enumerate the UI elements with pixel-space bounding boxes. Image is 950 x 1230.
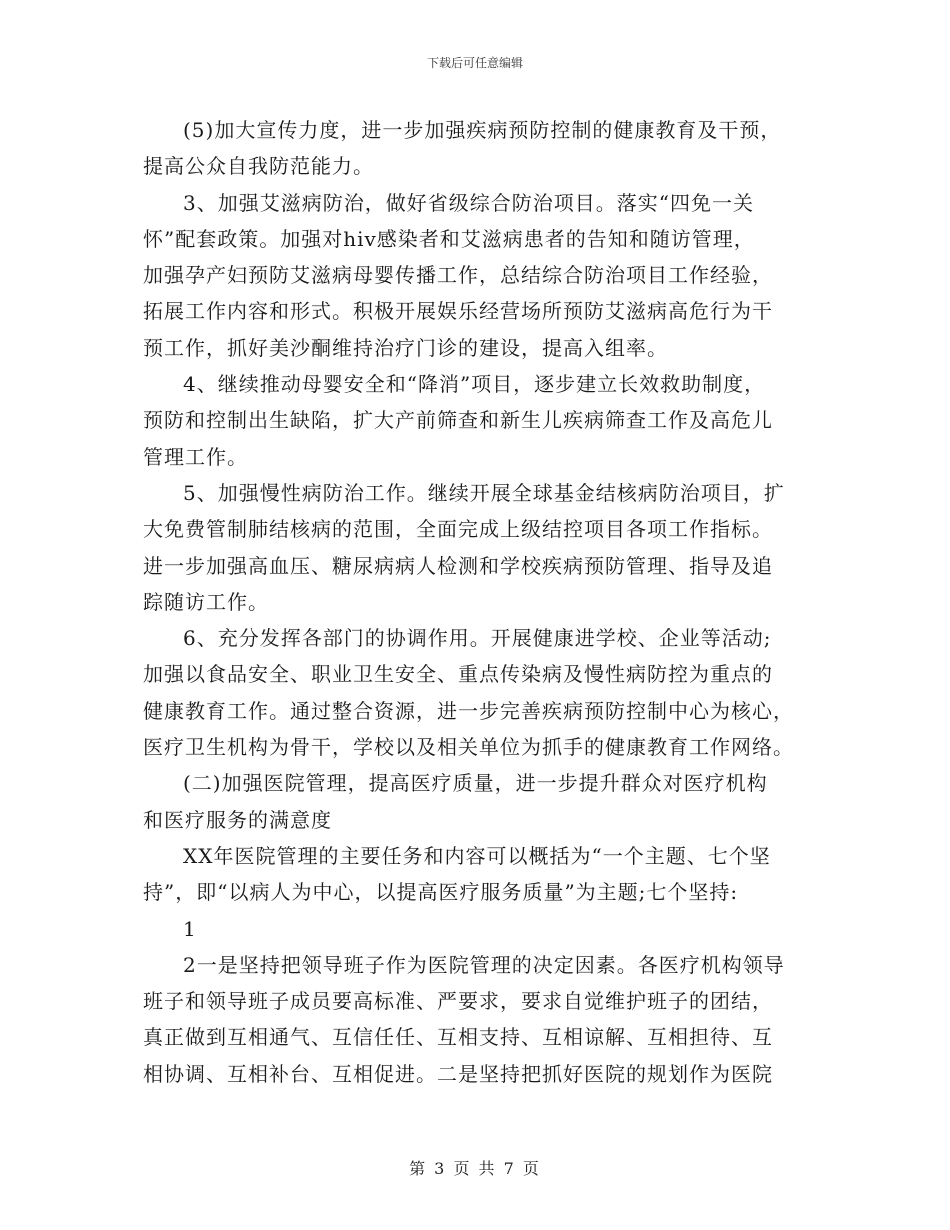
paragraph-1: (5)加大宣传力度，进一步加强疾病预防控制的健康教育及干预， 提高公众自我防范能力。 (143, 118, 782, 179)
page-footer: 第 3 页 共 7 页 (409, 1159, 541, 1178)
paragraph-8: 1 (183, 916, 197, 941)
paragraph-7: XX年医院管理的主要任务和内容可以概括为“一个主题、七个坚 持”，即“以病人为中心，以提高医疗服务质量”为主题;七个坚持: (143, 843, 771, 905)
paragraph-5: 6、充分发挥各部门的协调作用。开展健康进学校、企业等活动; 加强以食品安全、职业卫生安全、重点传染病及慢性病防控为重点的 健康教育工作。通过整合资源，进一步完善疾病预防控制中心为核心， 医疗卫生机构为骨干，学校以及相关单位为抓手的健康教育工作网络。 (143, 626, 794, 760)
paragraph-2: 3、加强艾滋病防治，做好省级综合防治项目。落实“四免一关 怀”配套政策。加强对hiv感染者和艾滋病患者的告知和随访管理， 加强孕产妇预防艾滋病母婴传播工作，总结综合防治项目工作经验， 拓展工作内容和形式。积极开展娱乐经营场所预防艾滋病高危行为干 预工作，抓好美沙酮维持治疗门诊的建设，提高入组率。 (143, 190, 773, 360)
document-body (143, 112, 815, 1092)
paragraph-9: 2一是坚持把领导班子作为医院管理的决定因素。各医疗机构领导 班子和领导班子成员要高标准、严要求，要求自觉维护班子的团结， 真正做到互相通气、互信任任、互相支持、互相谅解、互相担待、互 相协调、互相补台、互相促进。二是坚持把抓好医院的规划作为医院 (143, 952, 785, 1086)
paragraph-6: (二)加强医院管理，提高医疗质量，进一步提升群众对医疗机构 和医疗服务的满意度 (143, 771, 768, 832)
page-header: 下载后可任意编辑 (426, 56, 523, 70)
paragraph-4: 5、加强慢性病防治工作。继续开展全球基金结核病防治项目，扩 大免费管制肺结核病的范围，全面完成上级结控项目各项工作指标。 进一步加强高血压、糖尿病病人检测和学校疾病预防管理、指导及追 踪随访工作。 (143, 480, 785, 614)
paragraph-3: 4、继续推动母婴安全和“降消”项目，逐步建立长效救助制度， 预防和控制出生缺陷，扩大产前筛查和新生儿疾病筛查工作及高危儿 管理工作。 (143, 372, 773, 469)
